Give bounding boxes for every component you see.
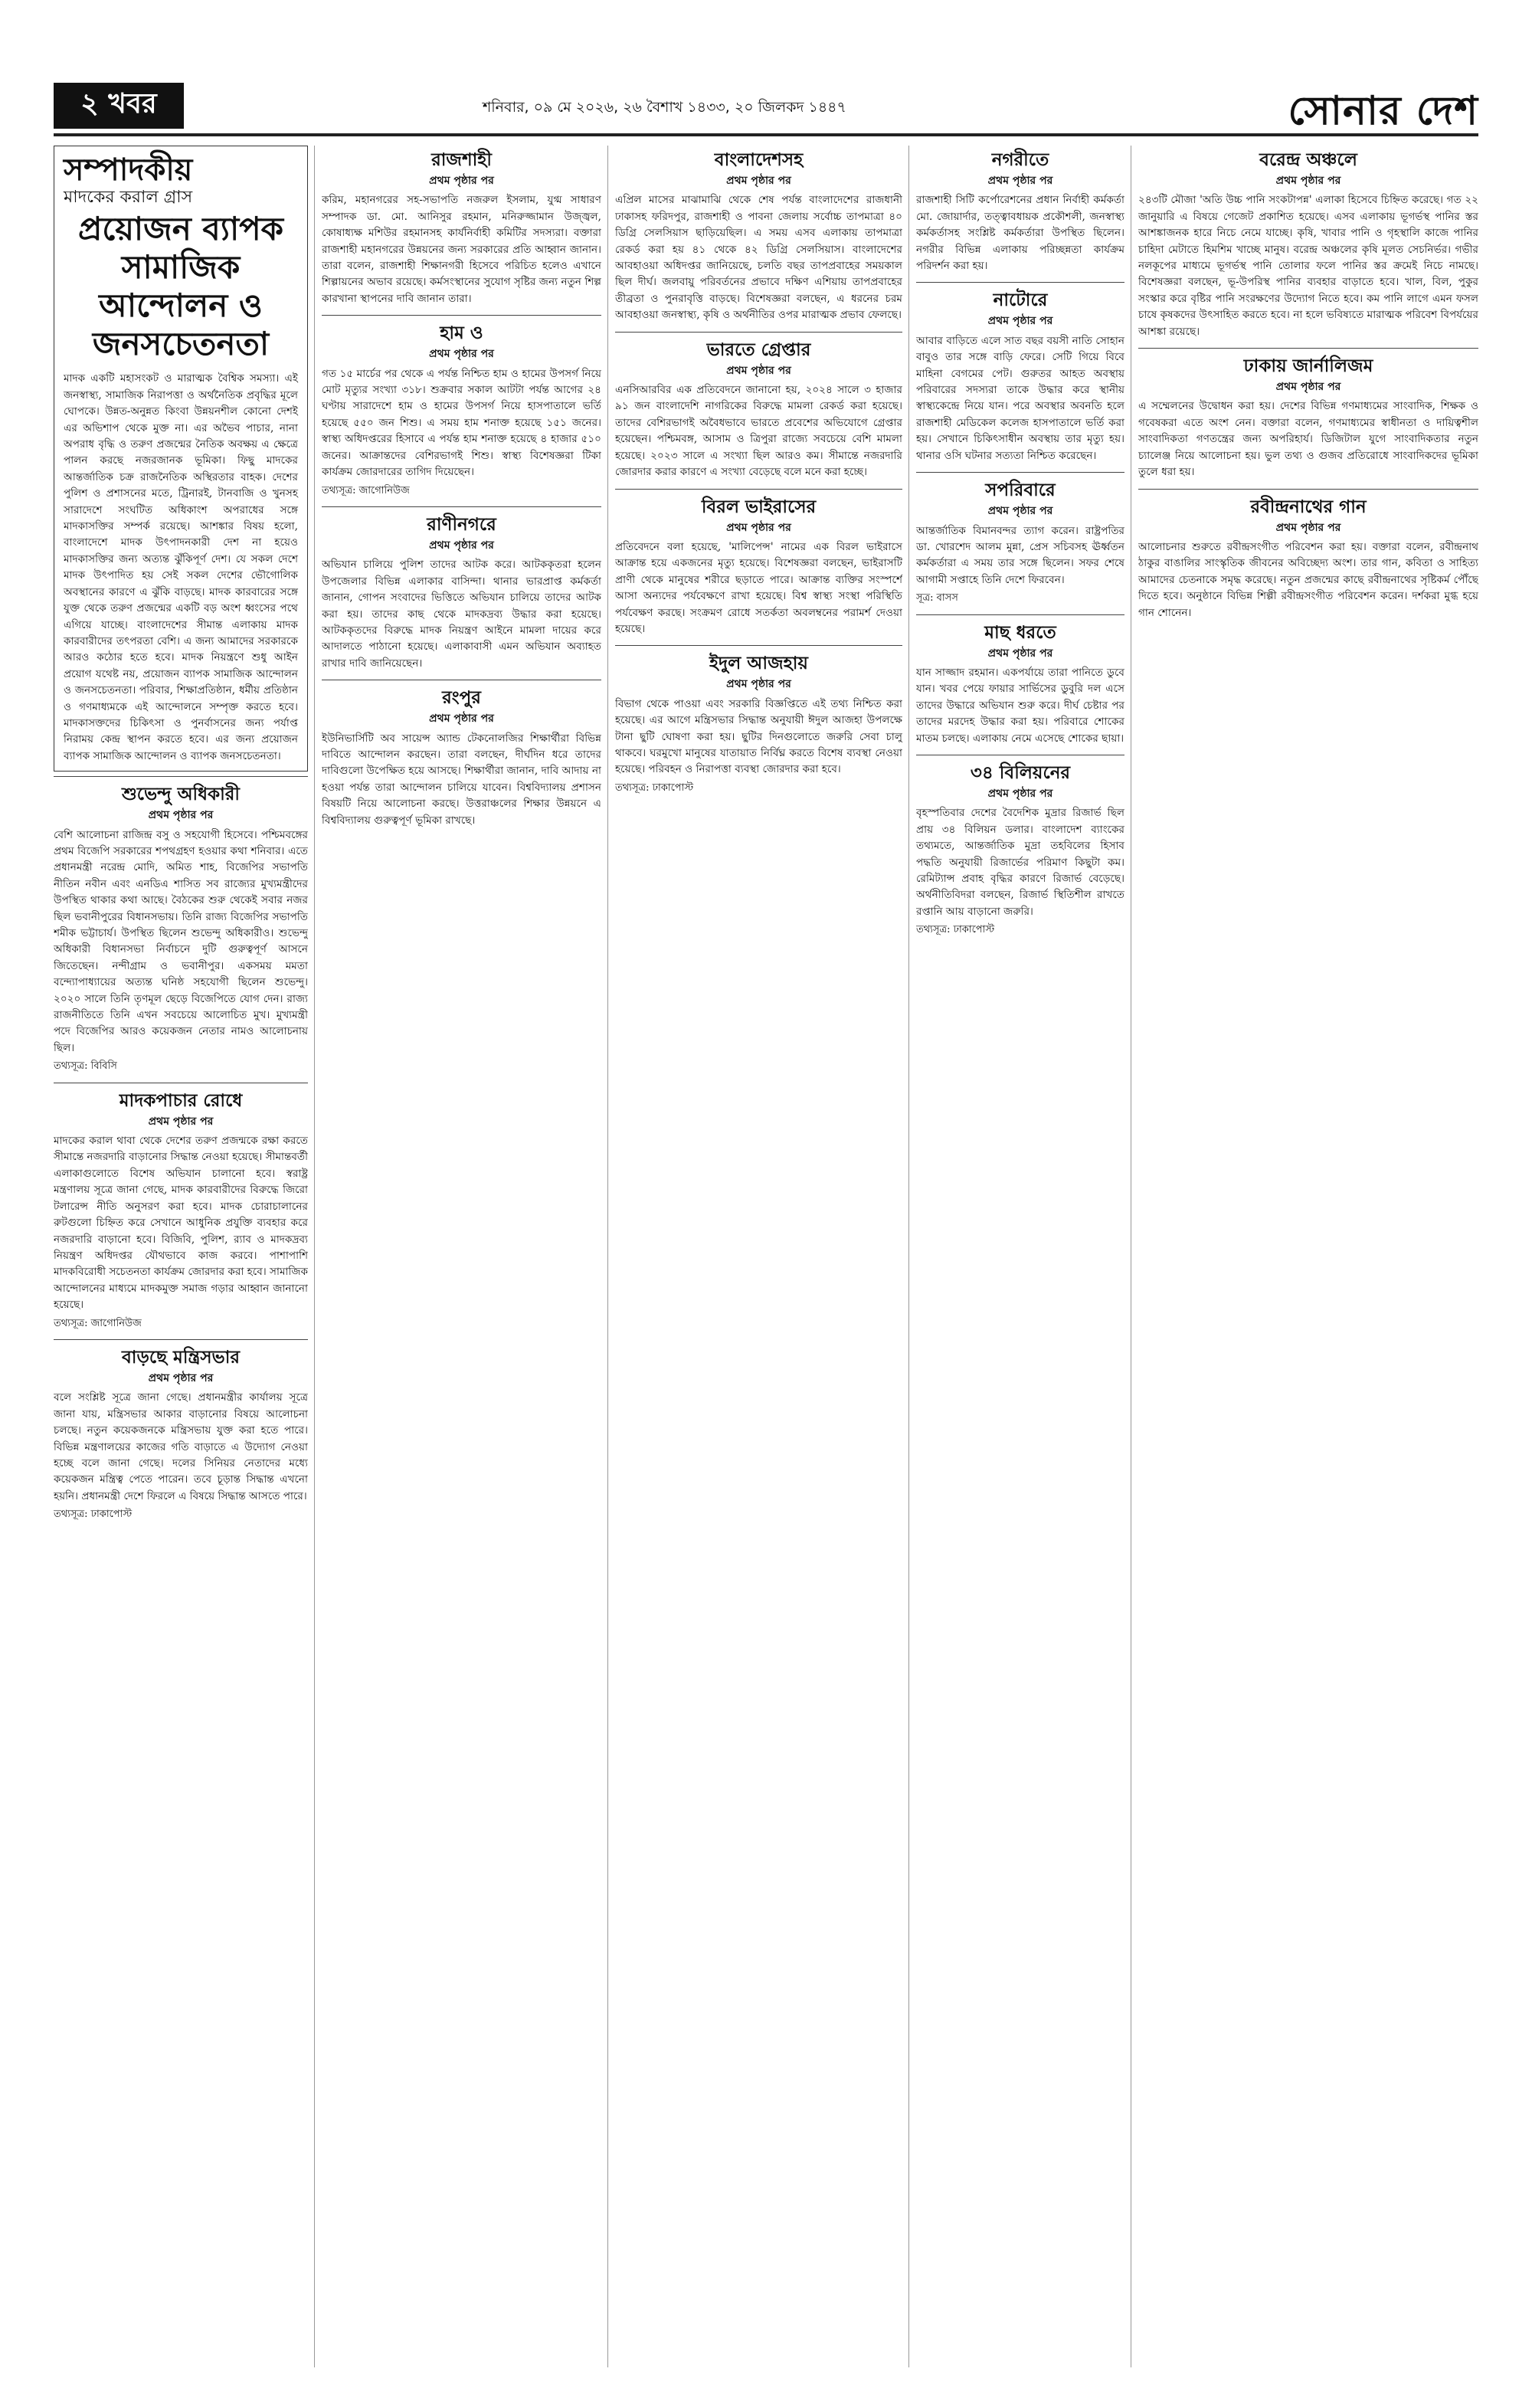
article-headline: ইদুল আজহায় [709,653,808,674]
news-article [1138,149,1478,340]
column-divider [607,146,608,2367]
news-article [615,149,902,324]
article-jump-line: প্রথম পৃষ্ঠার পর [726,175,791,187]
article-jump-line: প্রথম পৃষ্ঠার পর [726,364,791,377]
article-divider [916,282,1124,283]
article-body: বৃহস্পতিবার দেশের বৈদেশিক মুদ্রার রিজার্ভ ছিল প্রায় ৩৪ বিলিয়ন ডলার। বাংলাদেশ ব্যাংকের তথ্যমতে, আন্তর্জাতিক মুদ্রা তহবিলের হিসাব পদ্ধতি অনুযায়ী রিজার্ভের পরিমাণ কিছুটা কম। রেমিট্যান্স প্রবাহ বৃদ্ধির কারণে রিজার্ভ বেড়েছে। অর্থনীতিবিদরা বলছেন, রিজার্ভ স্থিতিশীল রাখতে রপ্তানি আয় বাড়ানো জরুরি। [916,807,1124,918]
column-3 [615,146,902,2367]
article-jump-line: প্রথম পৃষ্ঠার পর [987,315,1053,328]
article-body: ইউনিভার্সিটি অব সায়েন্স অ্যান্ড টেকনোলজির শিক্ষার্থীরা বিভিন্ন দাবিতে আন্দোলন করছেন। তারা বলছেন, দীর্ঘদিন ধরে তাদের দাবিগুলো উপেক্ষিত হয়ে আসছে। শিক্ষার্থীরা জানান, দাবি আদায় না হওয়া পর্যন্ত তারা আন্দোলন চালিয়ে যাবেন। বিশ্ববিদ্যালয় প্রশাসন বিষয়টি নিয়ে আলোচনা করছে। উত্তরাঞ্চলের শিক্ষার উন্নয়নে এ বিশ্ববিদ্যালয় গুরুত্বপূর্ণ ভূমিকা রাখছে। [322,732,601,827]
article-body: অভিযান চালিয়ে পুলিশ তাদের আটক করে। আটককৃতরা হলেন উপজেলার বিভিন্ন এলাকার বাসিন্দা। থানার ভারপ্রাপ্ত কর্মকর্তা জানান, গোপন সংবাদের ভিত্তিতে অভিযান চালিয়ে তাদের আটক করা হয়। তাদের কাছ থেকে মাদকদ্রব্য উদ্ধার করা হয়েছে। আটককৃতদের বিরুদ্ধে মাদক নিয়ন্ত্রণ আইনে মামলা দায়ের করে আদালতে পাঠানো হয়েছে। এলাকাবাসী এমন অভিযান অব্যাহত রাখার দাবি জানিয়েছেন। [322,559,601,670]
news-article [615,489,902,638]
article-body: যান সাজ্জাদ রহমান। একপর্যায়ে তারা পানিতে ডুবে যান। খবর পেয়ে ফায়ার সার্ভিসের ডুবুরি দল এসে তাদের উদ্ধারে অভিযান শুরু করে। দীর্ঘ চেষ্টার পর তাদের মরদেহ উদ্ধার করা হয়। পরিবারে শোকের মাতম চলছে। এলাকায় নেমে এসেছে শোকের ছায়া। [916,666,1124,745]
article-headline: রাজশাহী [431,149,492,170]
article-divider [1138,489,1478,490]
article-body: এ সম্মেলনের উদ্বোধন করা হয়। দেশের বিভিন্ন গণমাধ্যমের সাংবাদিক, শিক্ষক ও গবেষকরা এতে অংশ নেন। বক্তারা বলেন, গণমাধ্যমের স্বাধীনতা ও দায়িত্বশীল সাংবাদিকতা গণতন্ত্রের জন্য অপরিহার্য। ডিজিটাল যুগে সাংবাদিকতার নতুন চ্যালেঞ্জ নিয়ে আলোচনা হয়। ভুল তথ্য ও গুজব প্রতিরোধে সাংবাদিকদের ভূমিকা তুলে ধরা হয়। [1138,400,1478,479]
article-jump-line: প্রথম পৃষ্ঠার পর [987,787,1053,800]
article-headline: শুভেন্দু অধিকারী [121,784,241,805]
editorial-title: সম্পাদকীয় [64,152,193,188]
article-divider [615,332,902,333]
news-article [916,755,1124,939]
article-jump-line: প্রথম পৃষ্ঠার পর [1275,381,1341,394]
news-article [916,472,1124,606]
article-jump-line: প্রথম পৃষ্ঠার পর [726,678,791,691]
article-body: আবার বাড়িতে এলে সাত বছর বয়সী নাতি সোহান বাবুও তার সঙ্গে বাড়ি ফেরে। সেটি গিয়ে বিবে মাহিনা বেগমের পেট। গুরুতর আহত অবস্থায় পরিবারের সদস্যরা তাকে উদ্ধার করে স্থানীয় স্বাস্থ্যকেন্দ্রে নিয়ে যান। পরে অবস্থার অবনতি হলে রাজশাহী মেডিকেল কলেজ হাসপাতালে ভর্তি করা হয়। সেখানে চিকিৎসাধীন অবস্থায় তার মৃত্যু হয়। থানার ওসি ঘটনার সত্যতা নিশ্চিত করেছেন। [916,334,1124,462]
article-body: করিম, মহানগরের সহ-সভাপতি নজরুল ইসলাম, যুগ্ম সাধারণ সম্পাদক ডা. মো. আনিসুর রহমান, মনিরুজ্জামান উজ্জ্বল, কোষাধ্যক্ষ মশিউর রহমানসহ কার্যনির্বাহী কমিটির সদস্যরা। বক্তারা রাজশাহী মহানগরের উন্নয়নের জন্য সরকারের প্রতি আহ্বান জানান। তারা বলেন, রাজশাহী শিক্ষানগরী হিসেবে পরিচিত হলেও এখানে শিল্পায়নের অভাব রয়েছে। কর্মসংস্থানের সুযোগ সৃষ্টির জন্য নতুন শিল্প কারখানা স্থাপনের দাবি জানান তারা। [322,194,601,305]
article-body: এনসিআরবির এক প্রতিবেদনে জানানো হয়, ২০২৪ সালে ৩ হাজার ৯১ জন বাংলাদেশি নাগরিকের বিরুদ্ধে মামলা রেকর্ড করা হয়েছে। তাদের বেশিরভাগই অবৈধভাবে ভারতে প্রবেশের অভিযোগে গ্রেপ্তার হয়েছেন। পশ্চিমবঙ্গ, আসাম ও ত্রিপুরা রাজ্যে সবচেয়ে বেশি মামলা হয়েছে। ২০২৩ সালে এ সংখ্যা ছিল আরও কম। সীমান্তে নজরদারি জোরদার করার কারণে এ সংখ্যা বেড়েছে বলে মনে করা হচ্ছে। [615,384,902,479]
article-divider [1138,348,1478,349]
article-credit: তথ্যসূত্র: ঢাকাপোস্ট [54,1509,133,1521]
article-jump-line: প্রথম পৃষ্ঠার পর [429,175,494,187]
column-5 [1138,146,1478,2367]
article-divider [615,489,902,490]
article-jump-line: প্রথম পৃষ্ঠার পর [1275,175,1341,187]
news-article [54,1339,308,1523]
article-jump-line: প্রথম পৃষ্ঠার পর [429,539,494,552]
news-article [1138,489,1478,621]
news-article [1138,348,1478,480]
column-2 [322,146,601,2367]
article-credit: তথ্যসূত্র: জাগোনিউজ [54,1317,142,1329]
masthead-logo: সোনার দেশ [1288,87,1478,134]
article-headline: নাটোরে [993,290,1048,311]
article-divider [916,614,1124,615]
article-body: এপ্রিল মাসের মাঝামাঝি থেকে শেষ পর্যন্ত বাংলাদেশের রাজধানী ঢাকাসহ ফরিদপুর, রাজশাহী ও পাবনা জেলায় সর্বোচ্চ তাপমাত্রা ৪০ ডিগ্রি সেলসিয়াস ছাড়িয়েছিল। এ সময় এসব এলাকায় তাপমাত্রা রেকর্ড করা হয় ৪১ থেকে ৪২ ডিগ্রি সেলসিয়াস। বাংলাদেশের আবহাওয়া অধিদপ্তর জানিয়েছে, চলতি বছর তাপপ্রবাহের সময়কাল ছিল দীর্ঘ। জলবায়ু পরিবর্তনের প্রভাবে দক্ষিণ এশিয়ায় তাপপ্রবাহের তীব্রতা ও পুনরাবৃত্তি বাড়ছে। বিশেষজ্ঞরা বলছেন, এ ধরনের চরম আবহাওয়া জনস্বাস্থ্য, কৃষি ও অর্থনীতির ওপর মারাত্মক প্রভাব ফেলছে। [615,194,902,322]
article-body: বিভাগ থেকে পাওয়া এবং সরকারি বিজ্ঞপ্তিতে এই তথ্য নিশ্চিত করা হয়েছে। এর আগে মন্ত্রিসভার সিদ্ধান্ত অনুযায়ী ঈদুল আজহা উপলক্ষে টানা ছুটি ঘোষণা করা হয়। ছুটির দিনগুলোতে জরুরি সেবা চালু থাকবে। ঘরমুখো মানুষের যাতায়াত নির্বিঘ্ন করতে বিশেষ ব্যবস্থা নেওয়া হয়েছে। পরিবহন ও নিরাপত্তা ব্যবস্থা জোরদার করা হবে। [615,697,902,776]
article-divider [54,776,308,777]
article-body: বলে সংশ্লিষ্ট সূত্রে জানা গেছে। প্রধানমন্ত্রীর কার্যালয় সূত্রে জানা যায়, মন্ত্রিসভার আকার বাড়ানোর বিষয়ে আলোচনা চলছে। নতুন কয়েকজনকে মন্ত্রিসভায় যুক্ত করা হতে পারে। বিভিন্ন মন্ত্রণালয়ের কাজের গতি বাড়াতে এ উদ্যোগ নেওয়া হচ্ছে বলে জানা গেছে। দলের সিনিয়র নেতাদের মধ্যে কয়েকজন মন্ত্রিত্ব পেতে পারেন। তবে চূড়ান্ত সিদ্ধান্ত এখনো হয়নি। প্রধানমন্ত্রী দেশে ফিরলে এ বিষয়ে সিদ্ধান্ত আসতে পারে। [54,1391,308,1502]
article-credit: তথ্যসূত্র: জাগোনিউজ [322,484,410,496]
article-jump-line: প্রথম পৃষ্ঠার পর [1275,521,1341,534]
article-headline: রাণীনগরে [427,513,496,535]
editorial-body: মাদক একটি মহাসংকট ও মারাত্মক বৈশ্বিক সমস্যা। এই জনস্বাস্থ্য, সামাজিক নিরাপত্তা ও অর্থনৈতিক প্রবৃদ্ধির মূলে ঘোপকে। উন্নত-অনুন্নত কিংবা উন্নয়নশীল কোনো দেশই এর অভিশাপ থেকে মুক্ত না। এর অভৈব পাচার, নানা অপরাধ বৃদ্ধি ও তরুণ প্রজন্মের নৈতিক অবক্ষয় এ ক্ষেত্রে পালন করছে নজরজানক ভূমিকা। ফিছু মাদকের আন্তর্জাতিক চক্র রাজনৈতিক অস্থিরতার বাহক। দেশের পুলিশ ও প্রশাসনের মতে, ট্রিনারই, টানবাজি ও খুনসহ সারাদেশে সংঘটিত অধিকাংশ অপরাধের সঙ্গে মাদকাসক্তির সম্পর্ক রয়েছে। আশঙ্কার বিষয় হলো, বাংলাদেশে মাদক উৎপাদনকারী দেশ না হয়েও মাদকাসক্তির জন্য অত্যন্ত ঝুঁকিপূর্ণ দেশ। যে সকল দেশে মাদক উৎপাদিত হয় সেই সকল দেশের ভৌগোলিক অবস্থানের কারণে এ ঝুঁকি বাড়ছে। মাদক কারবারের সঙ্গে যুক্ত থেকে তরুণ প্রজন্মের একটি বড় অংশ ধ্বংসের পথে এগিয়ে যাচ্ছে। বাংলাদেশের সীমান্ত এলাকায় মাদক কারবারীদের তৎপরতা বেশি। এ জন্য আমাদের সরকারকে আরও কঠোর হতে হবে। মাদক নিয়ন্ত্রণে শুধু আইন প্রয়োগ যথেষ্ট নয়, প্রয়োজন ব্যাপক সামাজিক আন্দোলন ও জনসচেতনতা। পরিবার, শিক্ষাপ্রতিষ্ঠান, ধর্মীয় প্রতিষ্ঠান ও গণমাধ্যমকে এই আন্দোলনে সম্পৃক্ত করতে হবে। মাদকাসক্তদের চিকিৎসা ও পুনর্বাসনের জন্য পর্যাপ্ত নিরাময় কেন্দ্র স্থাপন করতে হবে। এর জন্য প্রয়োজন ব্যাপক সামাজিক আন্দোলন ও ব্যাপক জনসচেতনতা। [64,372,298,762]
column-4 [916,146,1124,2367]
article-headline: ভারতে গ্রেপ্তার [706,339,811,360]
article-body: রাজশাহী সিটি কর্পোরেশনের প্রধান নির্বাহী কর্মকর্তা মো. জোয়ার্দার, তত্ত্বাবধায়ক প্রকৌশলী, জনস্বাস্থ্য কর্মকর্তাসহ সংশ্লিষ্ট কর্মকর্তারা উপস্থিত ছিলেন। নগরীর বিভিন্ন এলাকায় পরিচ্ছন্নতা কার্যক্রম পরিদর্শন করা হয়। [916,194,1124,273]
editorial-kicker: মাদকের করাল গ্রাস [64,188,193,207]
article-jump-line: প্রথম পৃষ্ঠার পর [148,1115,214,1128]
article-credit: সূত্র: বাসস [916,592,958,604]
news-article [615,332,902,481]
article-divider [615,645,902,646]
article-jump-line: প্রথম পৃষ্ঠার পর [987,647,1053,660]
article-body: আন্তর্জাতিক বিমানবন্দর ত্যাগ করেন। রাষ্ট্রপতির ডা. খোরশেদ আলম মুন্না, প্রেস সচিবসহ ঊর্ধ্বতন কর্মকর্তারা এ সময় তার সঙ্গে ছিলেন। সফর শেষে আগামী সপ্তাহে তিনি দেশে ফিরবেন। [916,524,1124,586]
article-body: মাদকের করাল থাবা থেকে দেশের তরুণ প্রজন্মকে রক্ষা করতে সীমান্তে নজরদারি বাড়ানোর সিদ্ধান্ত নেওয়া হয়েছে। সীমান্তবর্তী এলাকাগুলোতে বিশেষ অভিযান চালানো হবে। স্বরাষ্ট্র মন্ত্রণালয় সূত্রে জানা গেছে, মাদক কারবারীদের বিরুদ্ধে জিরো টলারেন্স নীতি অনুসরণ করা হবে। মাদক চোরাচালানের রুটগুলো চিহ্নিত করে সেখানে আধুনিক প্রযুক্তি ব্যবহার করে নজরদারি বাড়ানো হবে। বিজিবি, পুলিশ, র‍্যাব ও মাদকদ্রব্য নিয়ন্ত্রণ অধিদপ্তর যৌথভাবে কাজ করবে। পাশাপাশি মাদকবিরোধী সচেতনতা কার্যক্রম জোরদার করা হবে। সামাজিক আন্দোলনের মাধ্যমে মাদকমুক্ত সমাজ গড়ার আহ্বান জানানো হয়েছে। [54,1135,308,1312]
article-headline: বাংলাদেশসহ [714,149,804,170]
article-divider [54,1339,308,1340]
article-credit: তথ্যসূত্র: বিবিসি [54,1060,117,1073]
news-article [54,776,308,1075]
page-number: ২ খবর [54,83,184,129]
column-divider [314,146,315,2367]
editorial-headline: প্রয়োজন ব্যাপক সামাজিক আন্দোলন ও জনসচেতনতা [77,210,284,363]
article-jump-line: প্রথম পৃষ্ঠার পর [726,521,791,534]
news-article [615,645,902,796]
article-body: ২৪৩টি মৌজা 'অতি উচ্চ পানি সংকটাপন্ন' এলাকা হিসেবে চিহ্নিত করেছে। গত ২২ জানুয়ারি এ বিষয়ে গেজেট প্রকাশিত হয়েছে। এসব এলাকায় ভূগর্ভস্থ পানির স্তর আশঙ্কাজনক হারে নিচে নেমে যাচ্ছে। কৃষি, খাবার পানি ও গৃহস্থালি কাজে পানির চাহিদা মেটাতে হিমশিম খাচ্ছে মানুষ। বরেন্দ্র অঞ্চলের কৃষি মূলত সেচনির্ভর। গভীর নলকূপের মাধ্যমে ভূগর্ভস্থ পানি তোলার ফলে পানির স্তর ক্রমেই নিচে নামছে। বিশেষজ্ঞরা বলছেন, ভূ-উপরিস্থ পানির ব্যবহার বাড়াতে হবে। খাল, বিল, পুকুর সংস্কার করে বৃষ্টির পানি সংরক্ষণের উদ্যোগ নিতে হবে। কম পানি লাগে এমন ফসল চাষে কৃষকদের উৎসাহিত করতে হবে। না হলে ভবিষ্যতে মারাত্মক পরিবেশ বিপর্যয়ের আশঙ্কা রয়েছে। [1138,194,1478,338]
news-article [322,506,601,672]
article-credit: তথ্যসূত্র: ঢাকাপোস্ট [615,781,694,794]
article-body: গত ১৫ মার্চের পর থেকে এ পর্যন্ত নিশ্চিত হাম ও হামের উপসর্গ নিয়ে মোট মৃত্যুর সংখ্যা ৩১৮। শুক্রবার সকাল আটটা পর্যন্ত আগের ২৪ ঘণ্টায় সারাদেশে হাম ও হামের উপসর্গ নিয়ে হাসপাতালে ভর্তি হয়েছে ৫৫০ জন শিশু। এ সময় হাম শনাক্ত হয়েছে ১৫১ জনের। স্বাস্থ্য অধিদপ্তরের হিসাবে এ পর্যন্ত হাম শনাক্ত হয়েছে ৪ হাজার ৫১০ জনের। আক্রান্তদের বেশিরভাগই শিশু। স্বাস্থ্য বিশেষজ্ঞরা টিকা কার্যক্রম জোরদারের তাগিদ দিয়েছেন। [322,367,601,479]
article-divider [916,472,1124,473]
date-line: শনিবার, ০৯ মে ২০২৬, ২৬ বৈশাখ ১৪৩৩, ২০ জিলকদ ১৪৪৭ [483,99,846,116]
article-headline: মাদকপাচার রোধে [119,1089,243,1111]
editorial-box [54,146,308,772]
article-jump-line: প্রথম পৃষ্ঠার পর [148,1371,214,1384]
article-headline: মাছ ধরতে [984,621,1056,643]
article-body: প্রতিবেদনে বলা হয়েছে, 'মালিপেন্স' নামের এক বিরল ভাইরাসে আক্রান্ত হয়ে একজনের মৃত্যু হয়েছে। বিশেষজ্ঞরা বলছেন, ভাইরাসটি প্রাণী থেকে মানুষের শরীরে ছড়াতে পারে। আক্রান্ত ব্যক্তির সংস্পর্শে আসা অন্যদের পর্যবেক্ষণে রাখা হয়েছে। বিশ্ব স্বাস্থ্য সংস্থা পরিস্থিতি পর্যবেক্ষণ করছে। সংক্রমণ রোধে সতর্কতা অবলম্বনের পরামর্শ দেওয়া হয়েছে। [615,540,902,635]
article-credit: তথ্যসূত্র: ঢাকাপোস্ট [916,924,995,936]
news-article [322,315,601,499]
article-headline: বাড়ছে মন্ত্রিসভার [121,1346,241,1368]
article-headline: রবীন্দ্রনাথের গান [1250,496,1367,517]
page-header [54,83,1478,136]
article-headline: হাম ও [440,323,483,344]
article-headline: বিরল ভাইরাসের [701,496,817,517]
news-article [916,614,1124,747]
article-jump-line: প্রথম পৃষ্ঠার পর [148,809,214,822]
news-article [322,149,601,307]
column-divider [908,146,909,2367]
article-body: বেশি আলোচনা রাজিন্দ্র বসু ও সহযোগী হিসেবে। পশ্চিমবঙ্গের প্রথম বিজেপি সরকারের শপথগ্রহণ হওয়ার কথা শনিবার। এতে প্রধানমন্ত্রী নরেন্দ্র মোদি, অমিত শাহ, বিজেপির সভাপতি নীতিন নবীন এবং এনডিএ শাসিত সব রাজ্যের মুখ্যমন্ত্রীদের উপস্থিত থাকার কথা আছে। বৈঠকের শুরু থেকেই সবার নজর ছিল ভবানীপুরের বিধানসভায়। তিনি রাজ্য বিজেপির সভাপতি শমীক ভট্টাচার্য। উপস্থিত ছিলেন শুভেন্দু অধিকারীও। শুভেন্দু অধিকারী বিধানসভা নির্বাচনে দুটি গুরুত্বপূর্ণ আসনে জিতেছেন। নন্দীগ্রাম ও ভবানীপুর। একসময় মমতা বন্দ্যোপাধ্যায়ের অত্যন্ত ঘনিষ্ঠ সহযোগী ছিলেন শুভেন্দু। ২০২০ সালে তিনি তৃণমূল ছেড়ে বিজেপিতে যোগ দেন। রাজ্য রাজনীতিতে তিনি এখন সবচেয়ে আলোচিত মুখ। মুখ্যমন্ত্রী পদে বিজেপির আরও কয়েকজন নেতার নামও আলোচনায় ছিল। [54,828,308,1054]
article-headline: রংপুর [442,687,481,709]
news-article [54,1083,308,1332]
article-jump-line: প্রথম পৃষ্ঠার পর [429,348,494,361]
article-body: আলোচনার শুরুতে রবীন্দ্রসংগীত পরিবেশন করা হয়। বক্তারা বলেন, রবীন্দ্রনাথ ঠাকুর বাঙালির সাংস্কৃতিক জীবনের অবিচ্ছেদ্য অংশ। তার গান, কবিতা ও সাহিত্য আমাদের চেতনাকে সমৃদ্ধ করেছে। নতুন প্রজন্মের কাছে রবীন্দ্রনাথের সৃষ্টিকর্ম পৌঁছে দিতে হবে। অনুষ্ঠানে বিভিন্ন শিল্পী রবীন্দ্রসংগীত পরিবেশন করেন। দর্শকরা মুগ্ধ হয়ে গান শোনেন। [1138,540,1478,619]
article-jump-line: প্রথম পৃষ্ঠার পর [987,505,1053,518]
article-divider [322,315,601,316]
article-jump-line: প্রথম পৃষ্ঠার পর [429,713,494,726]
news-article [322,680,601,829]
news-article [916,149,1124,274]
article-headline: সপরিবারে [985,480,1056,501]
column-1 [54,146,308,2367]
article-headline: ৩৪ বিলিয়নের [970,762,1071,783]
news-article [916,282,1124,464]
article-headline: নগরীতে [991,149,1049,170]
article-headline: ঢাকায় জার্নালিজম [1243,355,1373,377]
article-jump-line: প্রথম পৃষ্ঠার পর [987,175,1053,187]
article-divider [322,506,601,507]
article-headline: বরেন্দ্র অঞ্চলে [1259,149,1357,170]
